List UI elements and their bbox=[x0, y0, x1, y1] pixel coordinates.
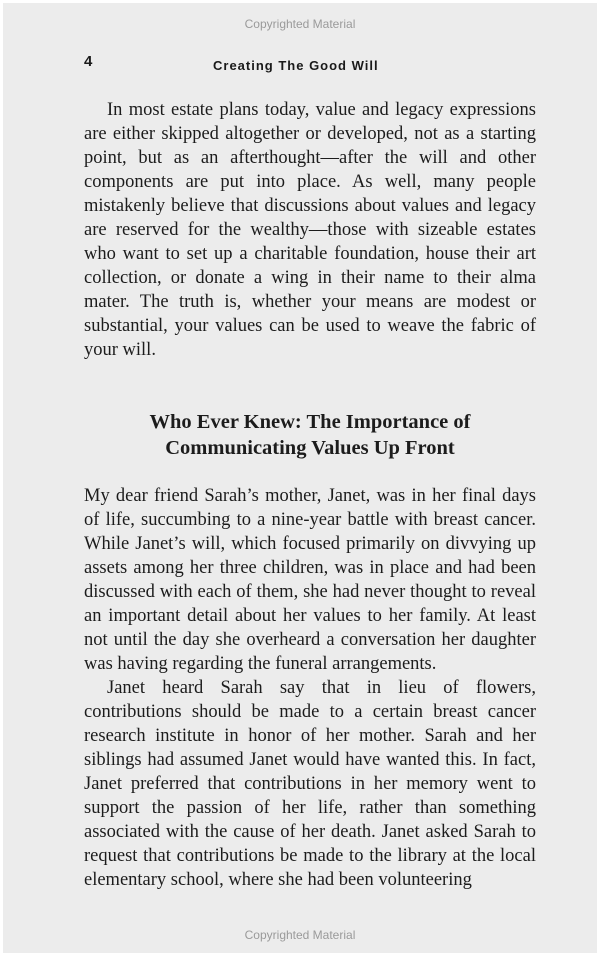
running-title: Creating The Good Will bbox=[213, 58, 379, 73]
section-heading bbox=[84, 409, 536, 461]
page-number: 4 bbox=[84, 53, 93, 70]
book-page bbox=[3, 3, 597, 953]
copyright-watermark-top: Copyrighted Material bbox=[244, 17, 356, 31]
body-paragraph-1: My dear friend Sarah’s mother, Janet, was in her final days of life, succumbing to a nine-year battle with breast cancer. While Janet’s will, which focused primarily on divvying up assets among her three children, was in place and had been discussed with each of them, she had never thought to reveal an important detail about her values to her family. At least not until the day she overheard a conversation her daughter was having regarding the funeral arrangements. bbox=[84, 486, 536, 674]
section-text bbox=[84, 484, 536, 892]
body-paragraph-2: Janet heard Sarah say that in lieu of flowers, contributions should be made to a certain breast cancer research institute in honor of her mother. Sarah and her siblings had assumed Janet would have wanted this. In fact, Janet preferred that contributions in her memory went to support the passion of her life, rather than something associated with the cause of her death. Janet asked Sarah to request that contributions be made to the library at the local elementary school, where she had been volunteering bbox=[84, 678, 536, 890]
section-heading-line-2: Communicating Values Up Front bbox=[165, 437, 455, 459]
section-heading-line-1: Who Ever Knew: The Importance of bbox=[149, 411, 471, 433]
intro-text bbox=[84, 98, 536, 362]
intro-paragraph: In most estate plans today, value and legacy expressions are either skipped altogether or developed, not as a starting point, but as an afterthought—after the will and other components are put into place. As well, many people mistakenly believe that discussions about values and legacy are reserved for the wealthy—those with sizeable estates who want to set up a charitable foundation, house their art collection, or donate a wing in their name to their alma mater. The truth is, whether your means are modest or substantial, your values can be used to weave the fabric of your will. bbox=[84, 100, 536, 360]
copyright-watermark-bottom: Copyrighted Material bbox=[244, 928, 356, 942]
